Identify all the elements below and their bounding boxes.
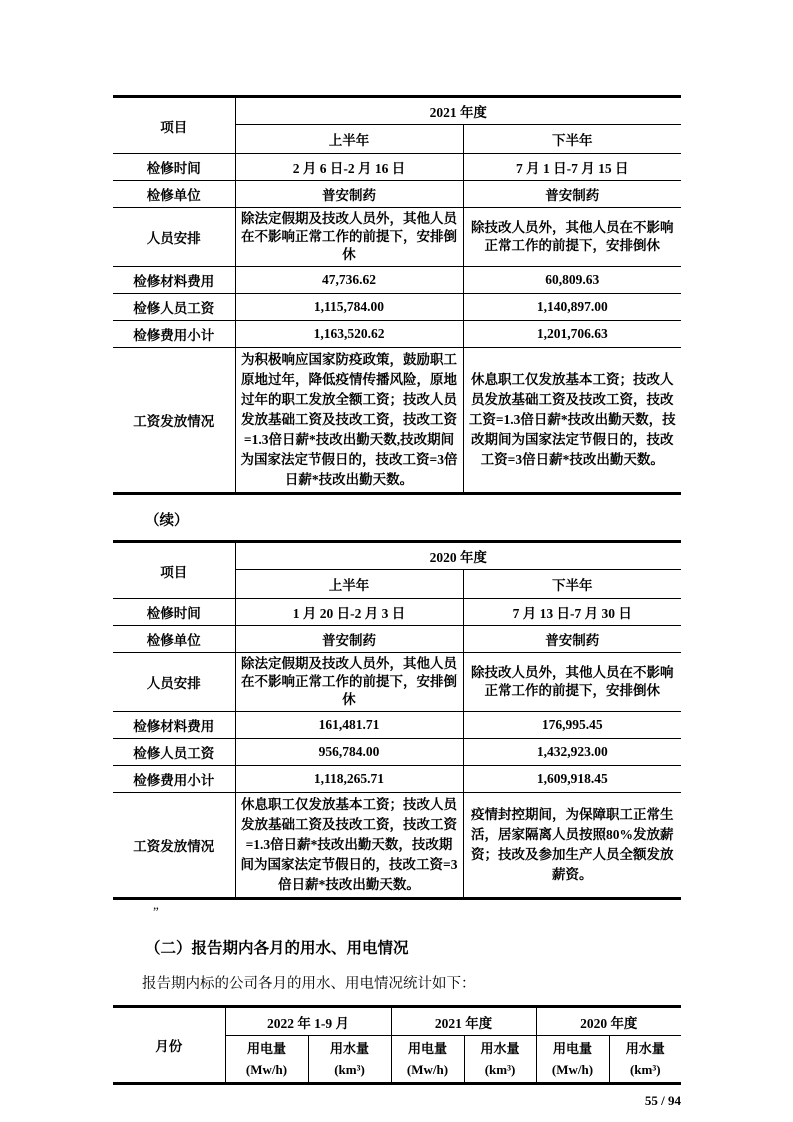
- item-column-header: 项目: [113, 97, 235, 154]
- table-row: [113, 766, 681, 793]
- value-cell: 1,609,918.45: [463, 766, 681, 793]
- row-label: 检修时间: [113, 154, 235, 181]
- row-label: 检修费用小计: [113, 321, 235, 348]
- table-row: [113, 321, 681, 348]
- value-cell: 除技改人员外，其他人员在不影响正常工作的前提下，安排倒休: [463, 653, 681, 712]
- utility-group-header-row: [113, 1007, 681, 1036]
- value-cell: 普安制药: [235, 181, 463, 208]
- period-header-2021: 2021 年度: [391, 1007, 536, 1036]
- row-label: 工资发放情况: [113, 348, 235, 494]
- value-cell: 疫情封控期间，为保障职工正常生活，居家隔离人员按照80%发放薪资；技改及参加生产人员全额发放薪资。: [463, 793, 681, 899]
- second-half-header: 下半年: [463, 125, 681, 154]
- electricity-label: 用电量: [246, 1041, 286, 1056]
- value-cell: 7 月 13 日-7 月 30 日: [463, 599, 681, 626]
- row-label: 人员安排: [113, 653, 235, 712]
- water-header: [464, 1036, 536, 1084]
- value-cell: 除技改人员外，其他人员在不影响正常工作的前提下，安排倒休: [463, 208, 681, 267]
- value-cell: 除法定假期及技改人员外，其他人员在不影响正常工作的前提下，安排倒休: [235, 208, 463, 267]
- water-unit: (km³): [334, 1062, 365, 1077]
- row-label: 检修时间: [113, 599, 235, 626]
- water-label: 用水量: [625, 1041, 665, 1056]
- table-row: [113, 154, 681, 181]
- row-label: 检修材料费用: [113, 267, 235, 294]
- value-cell: 176,995.45: [463, 712, 681, 739]
- value-cell: 1,115,784.00: [235, 294, 463, 321]
- table-row: [113, 294, 681, 321]
- value-cell: 2 月 6 日-2 月 16 日: [235, 154, 463, 181]
- water-unit: (km³): [484, 1062, 516, 1077]
- table-row: [113, 348, 681, 494]
- year-header: 2020 年度: [235, 542, 681, 570]
- period-header-2022: 2022 年 1-9 月: [225, 1007, 391, 1036]
- value-cell: 普安制药: [463, 626, 681, 653]
- value-cell: 为积极响应国家防疫政策，鼓励职工原地过年，降低疫情传播风险，原地过年的职工发放全额工资；技改人员发放基础工资及技改工资，技改工资=1.3倍日薪*技改出勤天数,技改期间为国家法定节假日的，技改工资=3倍日薪*技改出勤天数。: [235, 348, 463, 494]
- first-half-header: 上半年: [235, 570, 463, 599]
- row-label: 检修人员工资: [113, 294, 235, 321]
- section-heading: （二）报告期内各月的用水、用电情况: [145, 940, 409, 957]
- value-cell: 休息职工仅发放基本工资；技改人员发放基础工资及技改工资，技改工资=1.3倍日薪*技改出勤天数，技改期间为国家法定节假日的，技改工资=3倍日薪*技改出勤天数。: [235, 793, 463, 899]
- electricity-label: 用电量: [407, 1041, 447, 1056]
- first-half-header: 上半年: [235, 125, 463, 154]
- table-row: [113, 181, 681, 208]
- value-cell: 1 月 20 日-2 月 3 日: [235, 599, 463, 626]
- value-cell: 956,784.00: [235, 739, 463, 766]
- intro-paragraph: 报告期内标的公司各月的用水、用电情况统计如下：: [142, 976, 476, 992]
- water-label: 用水量: [480, 1041, 520, 1056]
- value-cell: 普安制药: [235, 626, 463, 653]
- electricity-unit: (Mw/h): [551, 1062, 594, 1077]
- table-row: [113, 739, 681, 766]
- table-row: [113, 653, 681, 712]
- utility-table: [113, 1005, 681, 1085]
- table-row: [113, 793, 681, 899]
- electricity-label: 用电量: [552, 1041, 592, 1056]
- row-label: 检修人员工资: [113, 739, 235, 766]
- month-column-header: 月份: [113, 1007, 225, 1084]
- value-cell: 1,201,706.63: [463, 321, 681, 348]
- table-row: [113, 626, 681, 653]
- table-row: [113, 208, 681, 267]
- table-row: [113, 712, 681, 739]
- value-cell: 1,118,265.71: [235, 766, 463, 793]
- value-cell: 7 月 1 日-7 月 15 日: [463, 154, 681, 181]
- closing-quote-mark: ”: [153, 904, 159, 919]
- electricity-unit: (Mw/h): [245, 1062, 288, 1077]
- row-label: 检修单位: [113, 626, 235, 653]
- value-cell: 1,432,923.00: [463, 739, 681, 766]
- electricity-header: [391, 1036, 464, 1084]
- item-column-header: 项目: [113, 542, 235, 599]
- table-header-row: [113, 97, 681, 125]
- table-row: [113, 267, 681, 294]
- table-header-row: [113, 542, 681, 570]
- page-number: 55 / 94: [644, 1093, 681, 1108]
- row-label: 检修单位: [113, 181, 235, 208]
- continued-label: （续）: [145, 513, 189, 529]
- water-header: [308, 1036, 391, 1084]
- second-half-header: 下半年: [463, 570, 681, 599]
- water-header: [609, 1036, 681, 1084]
- value-cell: 除法定假期及技改人员外，其他人员在不影响正常工作的前提下，安排倒休: [235, 653, 463, 712]
- value-cell: 161,481.71: [235, 712, 463, 739]
- value-cell: 47,736.62: [235, 267, 463, 294]
- water-unit: (km³): [629, 1062, 661, 1077]
- electricity-unit: (Mw/h): [406, 1062, 449, 1077]
- maintenance-table-2020: [113, 540, 681, 900]
- row-label: 工资发放情况: [113, 793, 235, 899]
- electricity-header: [225, 1036, 308, 1084]
- value-cell: 60,809.63: [463, 267, 681, 294]
- water-label: 用水量: [329, 1041, 369, 1056]
- value-cell: 1,163,520.62: [235, 321, 463, 348]
- value-cell: 1,140,897.00: [463, 294, 681, 321]
- electricity-header: [536, 1036, 609, 1084]
- row-label: 检修材料费用: [113, 712, 235, 739]
- year-header: 2021 年度: [235, 97, 681, 125]
- period-header-2020: 2020 年度: [536, 1007, 681, 1036]
- maintenance-table-2021: [113, 95, 681, 495]
- value-cell: 普安制药: [463, 181, 681, 208]
- row-label: 人员安排: [113, 208, 235, 267]
- value-cell: 休息职工仅发放基本工资；技改人员发放基础工资及技改工资，技改工资=1.3倍日薪*技改出勤天数，技改期间为国家法定节假日的，技改工资=3倍日薪*技改出勤天数。: [463, 348, 681, 494]
- table-row: [113, 599, 681, 626]
- row-label: 检修费用小计: [113, 766, 235, 793]
